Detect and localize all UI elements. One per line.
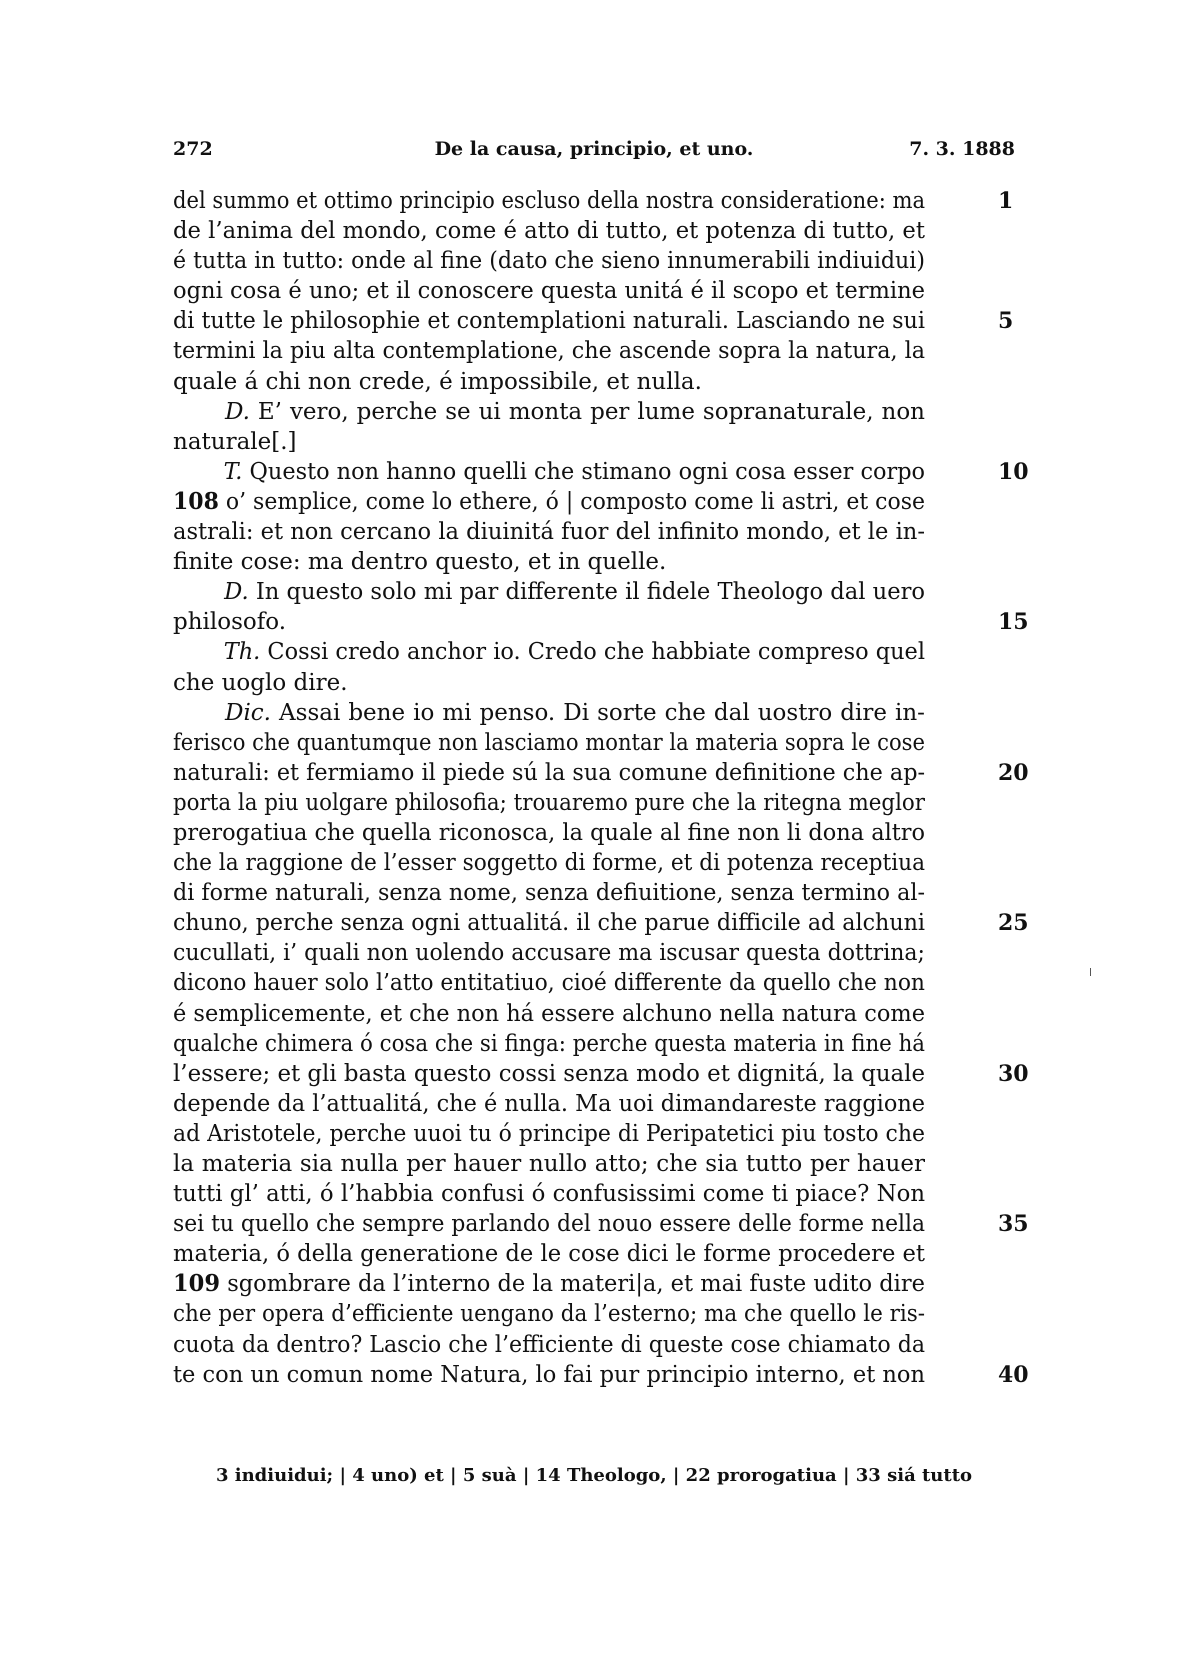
text-line xyxy=(173,487,978,517)
line-number: 35 xyxy=(998,1211,1029,1238)
line-content xyxy=(173,1239,925,1269)
text-line xyxy=(173,637,978,667)
line-content xyxy=(173,1269,925,1299)
speaker-label: Dic. xyxy=(225,699,271,726)
line-content xyxy=(173,637,925,667)
text-line xyxy=(173,547,978,577)
speaker-label: D. xyxy=(225,398,250,425)
line-content xyxy=(173,607,286,637)
text-line xyxy=(173,848,978,878)
line-content xyxy=(173,1179,925,1209)
text-line xyxy=(173,397,978,427)
text-line xyxy=(173,999,978,1029)
line-text: tutti gl’ atti, ó l’habbia confusi ó confusissimi come ti piace? Non xyxy=(173,1181,926,1208)
line-content xyxy=(173,186,925,216)
line-text: o’ semplice, come lo ethere, ó | composto come li astri, et cose xyxy=(225,488,926,515)
line-content xyxy=(173,698,925,728)
line-text: te con un comun nome Natura, lo fai pur principio interno, et non xyxy=(173,1361,926,1388)
text-line xyxy=(173,367,978,397)
text-line xyxy=(173,1330,978,1360)
line-content xyxy=(173,908,925,938)
line-content xyxy=(173,517,925,547)
line-number: 25 xyxy=(998,910,1029,937)
line-text: In questo solo mi par differente il fidele Theologo dal uero xyxy=(255,579,926,606)
line-text: ogni cosa é uno; et il conoscere questa unitá é il scopo et termine xyxy=(173,278,926,305)
line-text: astrali: et non cercano la diuinitá fuor del infinito mondo, et le in- xyxy=(173,519,925,546)
line-content xyxy=(173,457,925,487)
footnote-apparatus: 3 indiuidui; | 4 uno) et | 5 suà | 14 Theologo, | 22 prorogatiua | 33 siá tutto xyxy=(215,1465,973,1486)
text-line xyxy=(173,968,978,998)
text-line xyxy=(173,276,978,306)
line-content xyxy=(173,306,925,336)
original-page-ref: 108 xyxy=(173,487,219,515)
line-text: philosofo. xyxy=(173,609,287,636)
line-content xyxy=(173,487,925,517)
line-content xyxy=(173,427,297,457)
line-content xyxy=(173,1149,925,1179)
line-text: del summo et ottimo principio escluso della nostra consideratione: ma xyxy=(173,188,926,214)
text-line xyxy=(173,818,978,848)
line-text: cuota da dentro? Lascio che l’efficiente di queste cose chiamato da xyxy=(173,1331,926,1358)
text-line xyxy=(173,938,978,968)
line-text: qualche chimera ó cosa che si finga: perche questa materia in fine há xyxy=(173,1030,926,1057)
line-text: che uoglo dire. xyxy=(173,669,348,696)
line-number: 10 xyxy=(998,458,1029,485)
text-line xyxy=(173,607,1029,637)
line-text: depende da l’attualitá, che é nulla. Ma uoi dimandareste raggione xyxy=(173,1090,926,1117)
text-line xyxy=(173,698,978,728)
line-content xyxy=(173,668,348,698)
text-line xyxy=(173,1209,1029,1239)
text-line xyxy=(173,1089,978,1119)
line-content xyxy=(173,1330,925,1360)
line-content xyxy=(173,728,925,758)
line-text: Questo non hanno quelli che stimano ogni cosa esser corpo xyxy=(249,458,926,485)
running-head xyxy=(173,138,1015,168)
text-line xyxy=(173,1179,978,1209)
line-text: ad Aristotele, perche uuoi tu ó principe di Peripatetici piu tosto che xyxy=(173,1120,925,1147)
text-line xyxy=(173,1360,1029,1390)
line-content xyxy=(173,1299,925,1329)
text-line xyxy=(173,1269,978,1299)
date-stamp: 7. 3. 1888 xyxy=(909,138,1015,160)
speaker-label: Th. xyxy=(223,639,261,666)
line-content xyxy=(173,276,925,306)
text-line xyxy=(173,427,978,457)
line-text: é semplicemente, et che non há essere alchuno nella natura come xyxy=(173,1000,925,1027)
line-number: 40 xyxy=(998,1361,1029,1388)
line-text: finite cose: ma dentro questo, et in quelle. xyxy=(173,549,667,576)
text-line xyxy=(173,336,978,366)
text-line xyxy=(173,668,978,698)
line-text: E’ vero, perche se ui monta per lume sopranaturale, non xyxy=(257,398,925,425)
text-line xyxy=(173,908,1029,938)
line-content xyxy=(173,547,666,577)
line-content xyxy=(173,336,925,366)
text-line xyxy=(173,1239,978,1269)
text-line xyxy=(173,457,1029,487)
line-content xyxy=(173,1059,925,1089)
text-line xyxy=(173,1119,978,1149)
original-page-ref: 109 xyxy=(173,1270,221,1298)
line-text: quale á chi non crede, é impossibile, et nulla. xyxy=(173,368,702,395)
line-content xyxy=(173,367,702,397)
line-content xyxy=(173,1360,925,1390)
line-content xyxy=(173,878,925,908)
line-text: che per opera d’efficiente uengano da l’esterno; ma che quello le ris- xyxy=(173,1301,926,1328)
running-title: De la causa, principio, et uno. xyxy=(434,138,754,160)
line-content xyxy=(173,397,925,427)
line-content xyxy=(173,1089,925,1119)
line-text: materia, ó della generatione de le cose dici le forme procedere et xyxy=(173,1241,926,1268)
text-line xyxy=(173,517,978,547)
line-content xyxy=(173,968,925,998)
line-content xyxy=(173,1029,925,1059)
text-line xyxy=(173,186,1014,216)
body-text xyxy=(173,186,1029,1390)
line-text: de l’anima del mondo, come é atto di tutto, et potenza di tutto, et xyxy=(173,218,925,245)
line-text: naturale[.] xyxy=(173,428,297,455)
line-number: 1 xyxy=(998,188,1014,214)
line-text: prerogatiua che quella riconosca, la quale al fine non li dona altro xyxy=(173,819,925,846)
text-line xyxy=(173,1149,978,1179)
text-line xyxy=(173,306,1014,336)
text-line xyxy=(173,878,978,908)
text-line xyxy=(173,246,978,276)
line-number: 5 xyxy=(998,308,1014,335)
line-text: cucullati, i’ quali non uolendo accusare ma iscusar questa dottrina; xyxy=(173,940,925,967)
line-content xyxy=(173,758,925,788)
line-text: sei tu quello che sempre parlando del nouo essere delle forme nella xyxy=(173,1211,926,1238)
line-text: ferisco che quantumque non lasciamo montar la materia sopra le cose xyxy=(173,729,925,756)
line-number: 20 xyxy=(998,759,1029,786)
line-text: dicono hauer solo l’atto entitatiuo, cioé differente da quello che non xyxy=(173,970,925,997)
text-line xyxy=(173,1029,978,1059)
line-text: Assai bene io mi penso. Di sorte che dal uostro dire in- xyxy=(279,699,925,726)
line-content xyxy=(173,848,925,878)
line-content xyxy=(173,938,925,968)
line-content xyxy=(173,999,925,1029)
line-content xyxy=(173,1209,925,1239)
line-content xyxy=(173,818,925,848)
line-text: di forme naturali, senza nome, senza defiuitione, senza termino al- xyxy=(173,880,926,907)
speaker-label: T. xyxy=(223,458,243,485)
line-content xyxy=(173,246,925,276)
edge-mark xyxy=(1090,968,1091,976)
page-number: 272 xyxy=(173,138,213,160)
line-text: che la raggione de l’esser soggetto di forme, et di potenza receptiua xyxy=(173,850,926,877)
text-line xyxy=(173,1299,978,1329)
line-text: l’essere; et gli basta questo cossi senza modo et dignitá, la quale xyxy=(173,1060,926,1087)
text-line xyxy=(173,216,978,246)
line-text: termini la piu alta contemplatione, che ascende sopra la natura, la xyxy=(173,338,926,365)
text-line xyxy=(173,577,978,607)
line-text: la materia sia nulla per hauer nullo atto; che sia tutto per hauer xyxy=(173,1151,925,1177)
text-line xyxy=(173,788,978,818)
line-text: naturali: et fermiamo il piede sú la sua comune definitione che ap- xyxy=(173,759,926,786)
line-text: chuno, perche senza ogni attualitá. il che parue difficile ad alchuni xyxy=(173,910,926,937)
line-content xyxy=(173,788,925,818)
line-text: é tutta in tutto: onde al fine (dato che sieno innumerabili indiuidui) xyxy=(173,248,925,275)
line-content xyxy=(173,577,925,607)
line-text: di tutte le philosophie et contemplationi naturali. Lasciando ne sui xyxy=(173,308,926,335)
text-line xyxy=(173,1059,1029,1089)
line-number: 30 xyxy=(998,1060,1029,1087)
line-text: sgombrare da l’interno de la materi|a, et mai fuste udito dire xyxy=(227,1271,925,1298)
line-content xyxy=(173,216,925,246)
line-content xyxy=(173,1119,925,1149)
line-text: porta la piu uolgare philosofia; trouaremo pure che la ritegna meglor xyxy=(173,789,926,816)
speaker-label: D. xyxy=(224,579,249,606)
text-line xyxy=(173,758,1029,788)
line-text: Cossi credo anchor io. Credo che habbiate compreso quel xyxy=(267,639,926,666)
line-number: 15 xyxy=(998,609,1029,636)
text-line xyxy=(173,728,978,758)
